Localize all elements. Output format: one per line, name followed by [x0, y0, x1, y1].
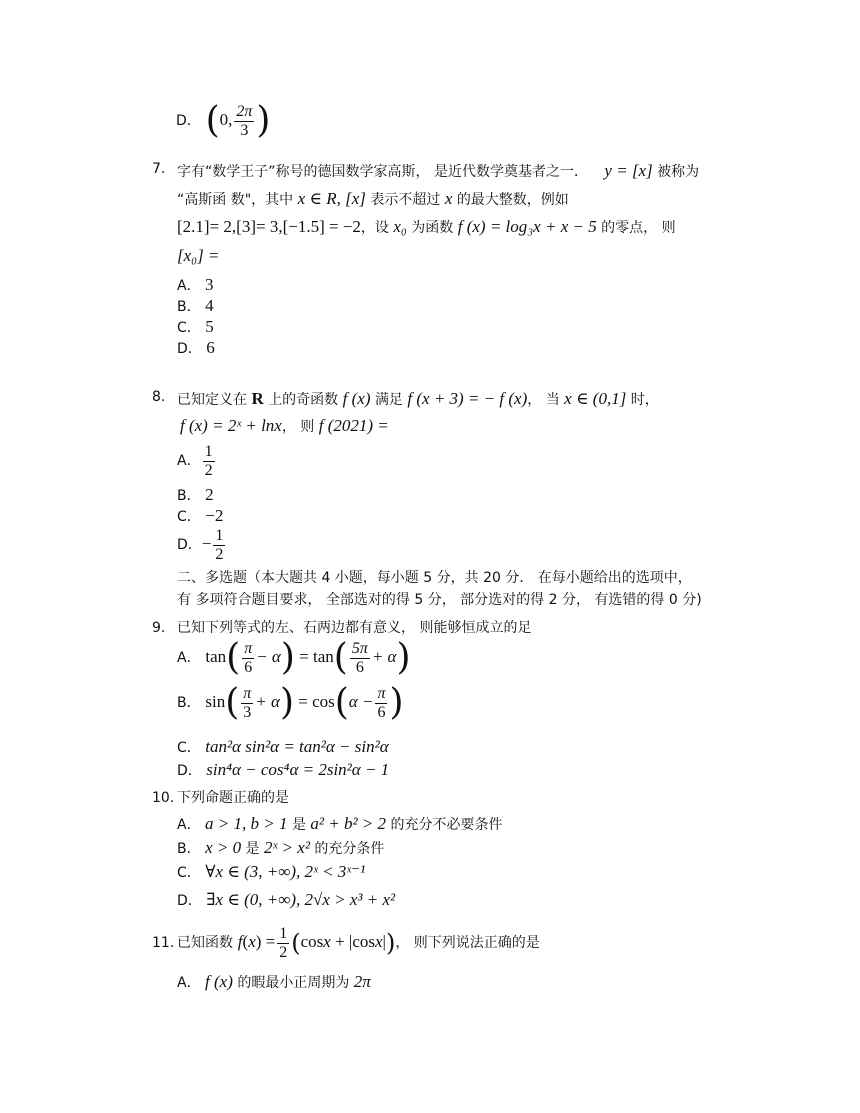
q8-option-c: C． −2	[177, 506, 224, 525]
q9-option-b: B． sin( $\frac{\pi}{3}$ + α) = cos(α − $\frac{\pi}{6}$ )	[177, 681, 404, 723]
q11-number: 11.	[152, 935, 175, 951]
q9-stem: 已知下列等式的左、石两边都有意义， 则能够恒成立的足	[177, 620, 532, 636]
q9-option-a: A． tan( $\frac{\pi}{6}$ − α) = tan( $\frac{5\pi}{6}$ + α)	[177, 636, 411, 678]
q11-stem: 已知函数 f(x) = $\frac{1}{2}$ (cosx + |cosx|)， 则下列说法正确的是	[177, 925, 540, 961]
q8-option-a: A． $\frac{1}{2}$	[177, 443, 213, 479]
q10-option-a: A． a > 1, b > 1 是 a² + b² > 2 的充分不必要条件	[177, 814, 503, 833]
q9-option-c: C． tan²α sin²α = tan²α − sin²α	[177, 737, 389, 756]
q11-option-a: A． f (x) 的暇最小正周期为 2π	[177, 972, 371, 991]
q6-option-d: D． (0, $\frac{2\pi}{3}$ )	[176, 99, 271, 141]
fraction: $\frac{1}{2}$	[204, 443, 213, 479]
fraction: $\frac{2\pi}{3}$	[236, 103, 253, 139]
q10-option-b: B． x > 0 是 2ˣ > x² 的充分条件	[177, 838, 385, 857]
q8-option-b: B． 2	[177, 485, 214, 504]
option-label: D．	[176, 113, 201, 130]
fraction: $\frac{1}{2}$	[215, 527, 224, 563]
q10-number: 10.	[152, 790, 175, 806]
section2-heading-line-1: 二、多选题（本大题共 4 小题，每小题 5 分，共 20 分． 在每小题给出的选项中，	[177, 570, 692, 586]
q8-option-d: D．− $\frac{1}{2}$	[177, 527, 224, 563]
q7-line-1: 字有“数学王子”称号的德国数学家高斯， 是近代数学奠基者之一． y = [x] 被称为	[177, 161, 700, 180]
q8-line-1: 已知定义在 R 上的奇函数 f (x) 满足 f (x + 3) = − f (x)， 当 x ∈ (0,1] 时，	[177, 389, 659, 408]
q7-option-b: B． 4	[177, 296, 214, 315]
q10-option-c: C． ∀x ∈ (3, +∞), 2ˣ < 3ˣ⁻¹	[177, 862, 366, 881]
q7-option-c: C． 5	[177, 317, 214, 336]
q7-line-4: [x₀] =	[177, 246, 220, 265]
section2-heading-line-2: 有 多项符合题目要求， 全部选对的得 5 分， 部分选对的得 2 分， 有选错的得 0 分)	[177, 592, 702, 608]
q8-number: 8.	[152, 389, 166, 405]
q7-option-d: D． 6	[177, 338, 215, 357]
q8-line-2: f (x) = 2ˣ + lnx， 则 f (2021) =	[180, 416, 389, 435]
q9-option-d: D． sin⁴α − cos⁴α = 2sin²α − 1	[177, 760, 390, 779]
q10-stem: 下列命题正确的是	[177, 790, 289, 806]
q10-option-d: D． ∃x ∈ (0, +∞), 2√x > x³ + x²	[177, 890, 396, 909]
q7-number: 7.	[152, 161, 166, 177]
q7-option-a: A． 3	[177, 275, 214, 294]
q7-line-2: “高斯函 数"，其中 x ∈ R, [x] 表示不超过 x 的最大整数，例如	[177, 189, 569, 208]
q7-line-3: [2.1]= 2,[3]= 3,[−1.5] = −2，设 x₀ 为函数 f (x) = log₃x + x − 5 的零点， 则	[177, 217, 676, 236]
q9-number: 9.	[152, 620, 166, 636]
